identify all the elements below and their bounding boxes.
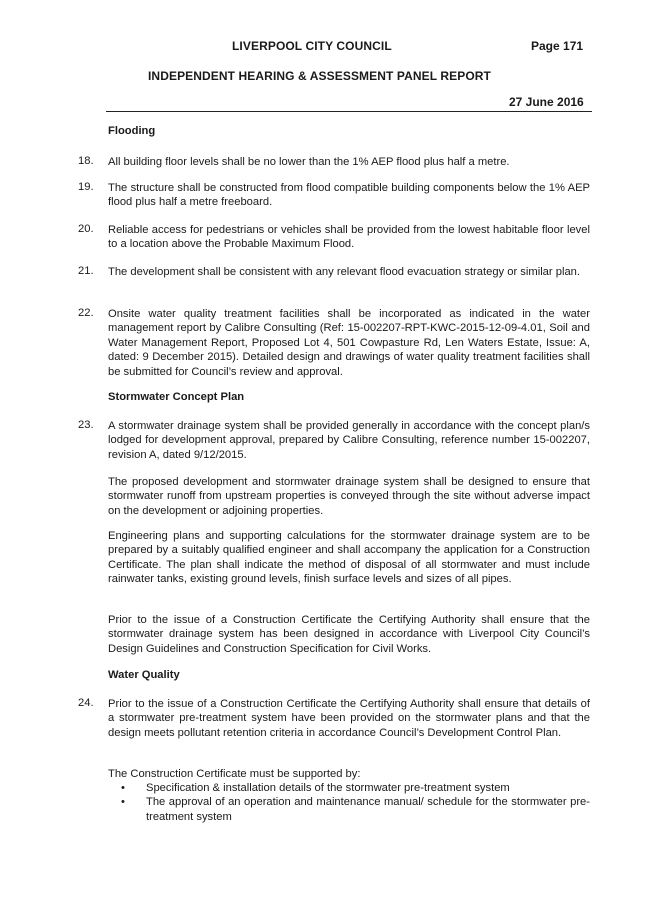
bullet-icon: • (121, 796, 125, 809)
condition-text-24-p1: Prior to the issue of a Construction Certificate the Certifying Authority shall ensure that details of a stormwater pre-treatment system have been provided on the stormwater plans and that the design meets pollutant retention criteria in accordance Council’s Development Control Plan. (108, 698, 590, 739)
list-item (108, 795, 590, 824)
condition-number-22: 22. (78, 307, 94, 319)
condition-text-23-p1: A stormwater drainage system shall be provided generally in accordance with the concept plan/s lodged for development approval, prepared by Calibre Consulting, reference number 15-002207, revision A, dated 9/12/2015. (108, 420, 590, 461)
section-heading-stormwater: Stormwater Concept Plan (108, 391, 245, 403)
condition-text-23-p3: Engineering plans and supporting calculations for the stormwater drainage system are to be prepared by a suitably qualified engineer and shall accompany the application for a Construction Certificate. The plan shall indicate the method of disposal of all stormwater and must include rainwater tanks, existing ground levels, finish surface levels and sizes of all pipes. (108, 530, 590, 586)
section-heading-flooding: Flooding (108, 125, 156, 137)
condition-text-18: All building floor levels shall be no lower than the 1% AEP flood plus half a metre. (108, 156, 510, 168)
report-title: INDEPENDENT HEARING & ASSESSMENT PANEL REPORT (148, 69, 491, 83)
bullet-text: The approval of an operation and maintenance manual/ schedule for the stormwater pre-treatment system (146, 796, 590, 823)
condition-number-24: 24. (78, 697, 94, 709)
list-item (108, 781, 590, 795)
header-divider (106, 111, 592, 112)
condition-text-23-p2: The proposed development and stormwater drainage system shall be designed to ensure that stormwater runoff from upstream properties is conveyed through the site without adverse impact on the development or adjoining properties. (108, 476, 590, 517)
bullet-text: Specification & installation details of the stormwater pre-treatment system (146, 782, 510, 794)
council-name: LIVERPOOL CITY COUNCIL (232, 39, 392, 53)
section-heading-water-quality: Water Quality (108, 669, 180, 681)
condition-number-21: 21. (78, 265, 94, 277)
condition-number-19: 19. (78, 181, 94, 193)
bullet-icon: • (121, 782, 125, 794)
condition-text-24-p2: The Construction Certificate must be supported by: (108, 768, 361, 780)
condition-text-20: Reliable access for pedestrians or vehicles shall be provided from the lowest habitable floor level to a location above the Probable Maximum Flood. (108, 224, 590, 251)
condition-text-19: The structure shall be constructed from flood compatible building components below the 1% AEP flood plus half a metre freeboard. (108, 182, 590, 209)
page-number: Page 171 (531, 39, 584, 53)
condition-number-20: 20. (78, 223, 94, 235)
condition-text-21: The development shall be consistent with any relevant flood evacuation strategy or similar plan. (108, 266, 580, 278)
condition-number-23: 23. (78, 419, 94, 431)
condition-text-23-p4: Prior to the issue of a Construction Certificate the Certifying Authority shall ensure that the stormwater drainage system has been designed in accordance with Liverpool City Council’s Design Guidelines and Construction Specification for Civil Works. (108, 614, 590, 655)
bullet-list (108, 781, 590, 824)
condition-text-22: Onsite water quality treatment facilities shall be incorporated as indicated in the water management report by Calibre Consulting (Ref: 15-002207-RPT-KWC-2015-12-09-4.01, Soil and Water Management Report, Proposed Lot 4, 501 Cowpasture Rd, Len Waters Estate, Issue: A, dated: 9 December 2015). Detailed design and drawings of water quality treatment facilities shall be submitted for Council’s review and approval. (108, 308, 590, 378)
condition-number-18: 18. (78, 155, 94, 167)
report-date: 27 June 2016 (509, 95, 584, 109)
